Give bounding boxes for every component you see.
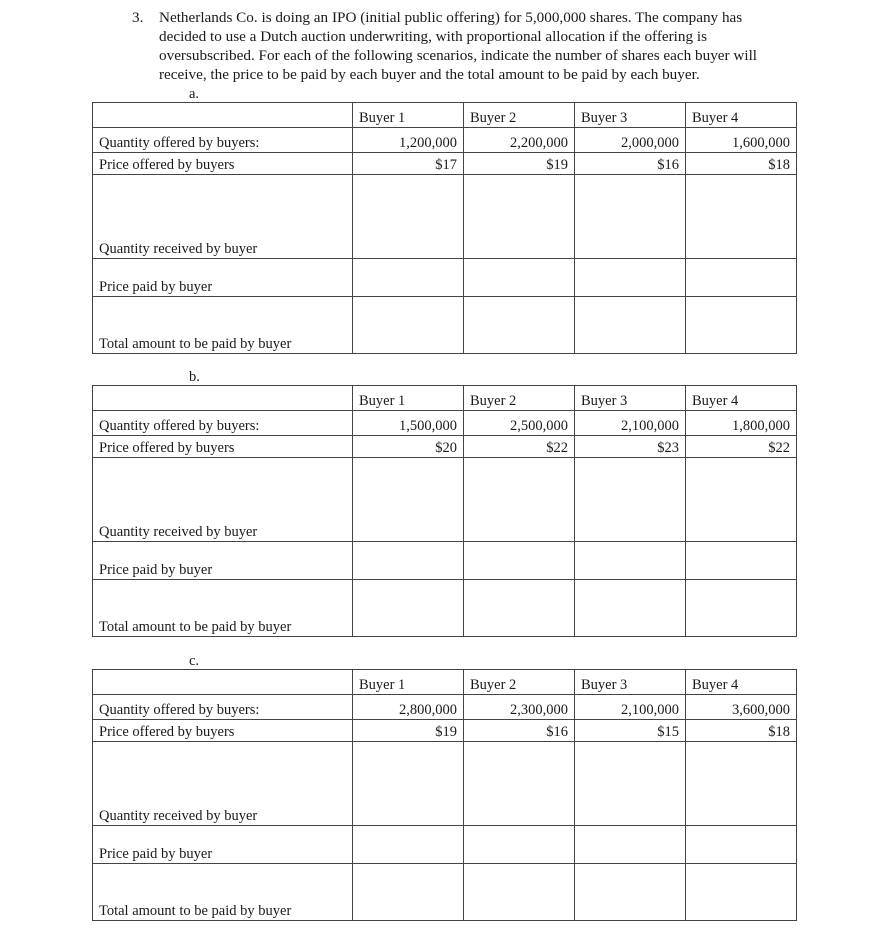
buyer-4-header: Buyer 4	[686, 670, 797, 695]
quantity-offered-buyer-3: 2,100,000	[575, 695, 686, 720]
price-paid-label: Price paid by buyer	[93, 826, 353, 864]
buyer-3-header: Buyer 3	[575, 103, 686, 128]
quantity-received-buyer-4-answer[interactable]	[686, 175, 797, 259]
quantity-received-buyer-2-answer[interactable]	[464, 175, 575, 259]
buyer-2-header: Buyer 2	[464, 103, 575, 128]
price-paid-buyer-2-answer[interactable]	[464, 826, 575, 864]
price-paid-label: Price paid by buyer	[93, 542, 353, 580]
price-paid-buyer-4-answer[interactable]	[686, 826, 797, 864]
price-offered-buyer-4: $18	[686, 720, 797, 742]
buyer-2-header: Buyer 2	[464, 670, 575, 695]
price-offered-buyer-4: $18	[686, 153, 797, 175]
quantity-offered-buyer-3: 2,100,000	[575, 411, 686, 436]
total-amount-buyer-4-answer[interactable]	[686, 864, 797, 921]
price-paid-buyer-2-answer[interactable]	[464, 542, 575, 580]
quantity-offered-buyer-1: 1,500,000	[353, 411, 464, 436]
total-amount-buyer-3-answer[interactable]	[575, 580, 686, 637]
quantity-received-buyer-3-answer[interactable]	[575, 742, 686, 826]
price-paid-buyer-3-answer[interactable]	[575, 259, 686, 297]
buyer-4-header: Buyer 4	[686, 386, 797, 411]
question-number: 3.	[132, 9, 144, 26]
quantity-received-buyer-3-answer[interactable]	[575, 175, 686, 259]
buyer-header-row	[93, 386, 797, 411]
question-text	[159, 8, 824, 84]
buyer-1-header: Buyer 1	[353, 103, 464, 128]
price-paid-label: Price paid by buyer	[93, 259, 353, 297]
price-offered-buyer-2: $22	[464, 436, 575, 458]
total-amount-buyer-4-answer[interactable]	[686, 297, 797, 354]
price-offered-buyer-1: $17	[353, 153, 464, 175]
price-paid-buyer-1-answer[interactable]	[353, 542, 464, 580]
buyer-header-row	[93, 670, 797, 695]
price-offered-buyer-4: $22	[686, 436, 797, 458]
quantity-offered-buyer-1: 1,200,000	[353, 128, 464, 153]
quantity-received-buyer-3-answer[interactable]	[575, 458, 686, 542]
quantity-offered-buyer-4: 3,600,000	[686, 695, 797, 720]
total-amount-buyer-3-answer[interactable]	[575, 297, 686, 354]
scenario-a-table	[92, 102, 797, 354]
buyer-2-header: Buyer 2	[464, 386, 575, 411]
quantity-received-buyer-1-answer[interactable]	[353, 458, 464, 542]
quantity-received-label: Quantity received by buyer	[93, 742, 353, 826]
quantity-received-buyer-4-answer[interactable]	[686, 742, 797, 826]
quantity-received-buyer-1-answer[interactable]	[353, 175, 464, 259]
price-offered-buyer-1: $19	[353, 720, 464, 742]
price-paid-buyer-1-answer[interactable]	[353, 826, 464, 864]
quantity-received-buyer-4-answer[interactable]	[686, 458, 797, 542]
price-offered-buyer-2: $19	[464, 153, 575, 175]
quantity-received-row	[93, 458, 797, 542]
buyer-1-header: Buyer 1	[353, 386, 464, 411]
quantity-offered-label: Quantity offered by buyers:	[93, 128, 353, 153]
quantity-offered-buyer-4: 1,600,000	[686, 128, 797, 153]
quantity-offered-row	[93, 411, 797, 436]
scenario-b-table	[92, 385, 797, 637]
total-amount-row	[93, 297, 797, 354]
total-amount-row	[93, 580, 797, 637]
quantity-offered-row	[93, 128, 797, 153]
price-paid-buyer-3-answer[interactable]	[575, 542, 686, 580]
header-blank-cell	[93, 670, 353, 695]
price-offered-buyer-2: $16	[464, 720, 575, 742]
quantity-offered-buyer-3: 2,000,000	[575, 128, 686, 153]
question-line: decided to use a Dutch auction underwriting, with proportional allocation if the offering is	[159, 28, 708, 45]
price-paid-buyer-4-answer[interactable]	[686, 259, 797, 297]
total-amount-buyer-2-answer[interactable]	[464, 297, 575, 354]
quantity-offered-buyer-2: 2,300,000	[464, 695, 575, 720]
total-amount-buyer-1-answer[interactable]	[353, 864, 464, 921]
buyer-header-row	[93, 103, 797, 128]
total-amount-buyer-2-answer[interactable]	[464, 580, 575, 637]
scenario-b-label: b.	[189, 369, 200, 385]
total-amount-buyer-4-answer[interactable]	[686, 580, 797, 637]
quantity-offered-label: Quantity offered by buyers:	[93, 411, 353, 436]
quantity-received-row	[93, 175, 797, 259]
buyer-3-header: Buyer 3	[575, 670, 686, 695]
total-amount-row	[93, 864, 797, 921]
price-offered-buyer-3: $16	[575, 153, 686, 175]
question-line: Netherlands Co. is doing an IPO (initial public offering) for 5,000,000 shares. The company has	[159, 9, 743, 26]
header-blank-cell	[93, 386, 353, 411]
quantity-offered-buyer-4: 1,800,000	[686, 411, 797, 436]
quantity-received-label: Quantity received by buyer	[93, 175, 353, 259]
total-amount-label: Total amount to be paid by buyer	[93, 864, 353, 921]
scenario-c-table	[92, 669, 797, 921]
quantity-offered-buyer-2: 2,200,000	[464, 128, 575, 153]
price-offered-label: Price offered by buyers	[93, 153, 353, 175]
price-offered-row	[93, 720, 797, 742]
quantity-received-buyer-2-answer[interactable]	[464, 742, 575, 826]
price-paid-buyer-4-answer[interactable]	[686, 542, 797, 580]
price-paid-row	[93, 826, 797, 864]
price-paid-buyer-2-answer[interactable]	[464, 259, 575, 297]
price-offered-row	[93, 436, 797, 458]
price-paid-buyer-1-answer[interactable]	[353, 259, 464, 297]
quantity-offered-label: Quantity offered by buyers:	[93, 695, 353, 720]
buyer-3-header: Buyer 3	[575, 386, 686, 411]
question-line: oversubscribed. For each of the following scenarios, indicate the number of shares each buyer will	[159, 47, 758, 64]
buyer-4-header: Buyer 4	[686, 103, 797, 128]
total-amount-label: Total amount to be paid by buyer	[93, 297, 353, 354]
total-amount-buyer-1-answer[interactable]	[353, 580, 464, 637]
price-paid-row	[93, 542, 797, 580]
price-paid-row	[93, 259, 797, 297]
quantity-offered-row	[93, 695, 797, 720]
quantity-received-row	[93, 742, 797, 826]
total-amount-buyer-2-answer[interactable]	[464, 864, 575, 921]
price-offered-buyer-3: $23	[575, 436, 686, 458]
buyer-1-header: Buyer 1	[353, 670, 464, 695]
total-amount-buyer-3-answer[interactable]	[575, 864, 686, 921]
header-blank-cell	[93, 103, 353, 128]
scenario-a-label: a.	[189, 86, 200, 102]
quantity-received-buyer-2-answer[interactable]	[464, 458, 575, 542]
total-amount-label: Total amount to be paid by buyer	[93, 580, 353, 637]
scenario-c-label: c.	[189, 653, 200, 669]
quantity-offered-buyer-1: 2,800,000	[353, 695, 464, 720]
quantity-received-buyer-1-answer[interactable]	[353, 742, 464, 826]
quantity-offered-buyer-2: 2,500,000	[464, 411, 575, 436]
price-paid-buyer-3-answer[interactable]	[575, 826, 686, 864]
price-offered-buyer-1: $20	[353, 436, 464, 458]
total-amount-buyer-1-answer[interactable]	[353, 297, 464, 354]
quantity-received-label: Quantity received by buyer	[93, 458, 353, 542]
price-offered-label: Price offered by buyers	[93, 436, 353, 458]
price-offered-row	[93, 153, 797, 175]
price-offered-buyer-3: $15	[575, 720, 686, 742]
price-offered-label: Price offered by buyers	[93, 720, 353, 742]
question-line: receive, the price to be paid by each buyer and the total amount to be paid by each buyer.	[159, 66, 700, 83]
